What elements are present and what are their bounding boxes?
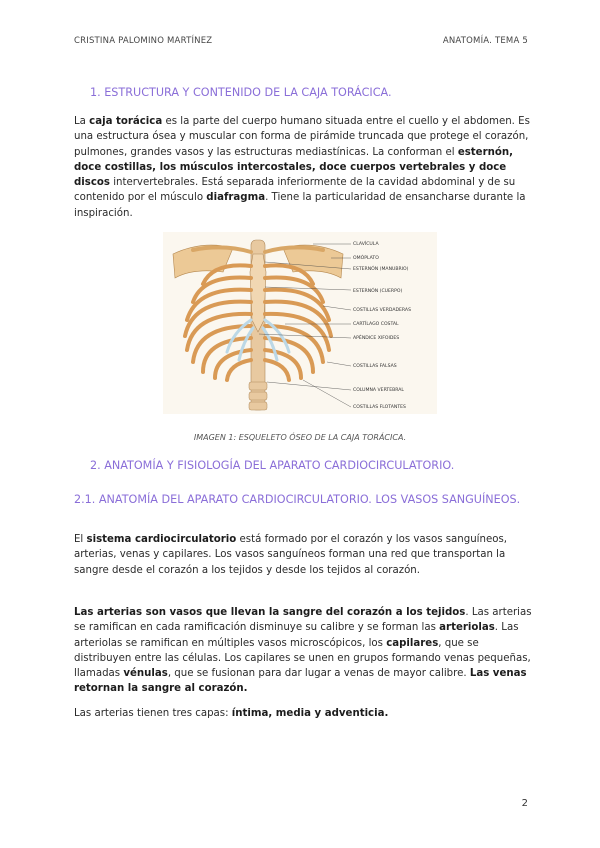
paragraph-arterias: Las arterias son vasos que llevan la sangre del corazón a los tejidos. Las arterias se ramifican en cada ramificación disminuye su calibre y se forman las arteriolas. Las arteriolas se ramifican en múltiples vasos microscópicos, los capilares, que se distribuyen entre las células. Los capilares se unen en grupos formando venas pequeñas, llamadas vénulas, que se fusionan para dar lugar a venas de mayor calibre. Las venas retornan la sangre al corazón.: [74, 607, 532, 695]
header-author: CRISTINA PALOMINO MARTÍNEZ: [74, 36, 213, 46]
section-1-title: 1. ESTRUCTURA Y CONTENIDO DE LA CAJA TORÁCICA.: [90, 86, 392, 99]
rib-cage-figure: [163, 232, 437, 414]
section-2-title: 2. ANATOMÍA Y FISIOLOGÍA DEL APARATO CARDIOCIRCULATORIO.: [90, 459, 455, 472]
section-2-1-subtitle: 2.1. ANATOMÍA DEL APARATO CARDIOCIRCULATORIO. LOS VASOS SANGUÍNEOS.: [74, 493, 521, 506]
page-number: 2: [521, 798, 528, 809]
label-apendice-xifoides: APÉNDICE XIFOIDES: [353, 336, 400, 341]
label-costillas-verdaderas: COSTILLAS VERDADERAS: [353, 308, 411, 313]
label-costillas-flotantes: COSTILLAS FLOTANTES: [353, 405, 406, 410]
label-clavicula: CLAVÍCULA: [353, 242, 379, 247]
figure-caption: IMAGEN 1: ESQUELETO ÓSEO DE LA CAJA TORÁCICA.: [193, 433, 407, 442]
header-subject: ANATOMÍA. TEMA 5: [442, 36, 528, 46]
label-omoplato: OMÓPLATO: [353, 256, 379, 261]
rib-cage-illustration: [163, 232, 437, 414]
paragraph-capas-arterias: Las arterias tienen tres capas: íntima, media y adventicia.: [74, 708, 389, 719]
label-costillas-falsas: COSTILLAS FALSAS: [353, 364, 397, 369]
label-esternon-cuerpo: ESTERNÓN (CUERPO): [353, 289, 403, 294]
label-columna-vertebral: COLUMNA VERTEBRAL: [353, 388, 404, 393]
label-esternon-manubrio: ESTERNÓN (MANUBRIO): [353, 267, 409, 272]
label-cartilago-costal: CARTÍLAGO COSTAL: [353, 322, 399, 327]
paragraph-caja-toracica: La caja torácica es la parte del cuerpo humano situada entre el cuello y el abdomen. Es una estructura ósea y muscular con forma de pirámide truncada que protege el corazón, pulmones, grandes vasos y las estructuras mediastínicas. La conforman el esternón, doce costillas, los músculos intercostales, doce cuerpos vertebrales y doce discos intervertebrales. Está separada inferiormente de la cavidad abdominal y de su contenido por el músculo diafragma. Tiene la particularidad de ensancharse durante la inspiración.: [74, 116, 530, 219]
paragraph-sistema-cardiocirculatorio: El sistema cardiocirculatorio está formado por el corazón y los vasos sanguíneos, arterias, venas y capilares. Los vasos sanguíneos forman una red que transportan la sangre desde el corazón a los tejidos y desde los tejidos al corazón.: [74, 534, 508, 576]
